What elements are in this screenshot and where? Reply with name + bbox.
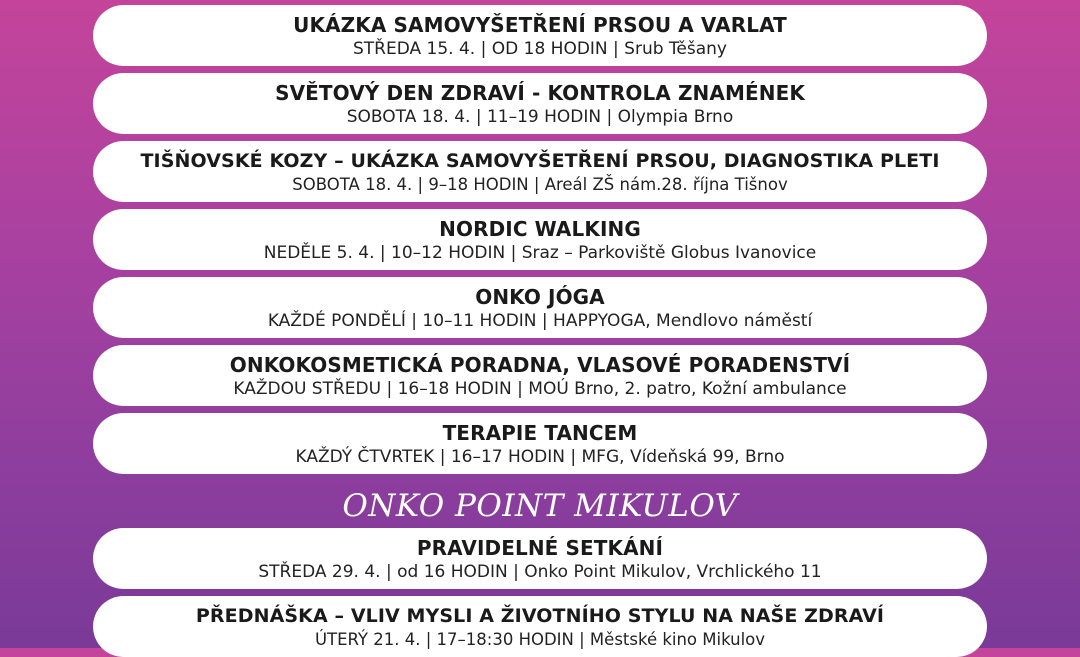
section-heading-onko-point-mikulov: ONKO POINT MIKULOV: [342, 488, 738, 524]
event-details: ÚTERÝ 21. 4. | 17–18:30 HODIN | Městské kino Mikulov: [314, 630, 766, 649]
event-title: PŘEDNÁŠKA – VLIV MYSLI A ŽIVOTNÍHO STYLU NA NAŠE ZDRAVÍ: [195, 605, 885, 627]
event-card-onko-joga: [93, 277, 987, 338]
event-details: KAŽDÝ ČTVRTEK | 16–17 HODIN | MFG, Vídeňská 99, Brno: [295, 447, 785, 467]
event-card-onkokosmeticka-poradna: [93, 345, 987, 406]
event-card-pravidelne-setkani: [93, 528, 987, 589]
event-card-nordic-walking: [93, 209, 987, 270]
event-details: KAŽDÉ PONDĚLÍ | 10–11 HODIN | HAPPYOGA, Mendlovo náměstí: [267, 311, 813, 331]
event-card-tisnovske-kozy: [93, 141, 987, 202]
event-card-terapie-tancem: [93, 413, 987, 474]
event-title: PRAVIDELNÉ SETKÁNÍ: [416, 536, 664, 560]
event-card-samovysetreni: [93, 5, 987, 66]
event-details: NEDĚLE 5. 4. | 10–12 HODIN | Sraz – Parkoviště Globus Ivanovice: [263, 243, 817, 263]
event-title: TIŠŇOVSKÉ KOZY – UKÁZKA SAMOVYŠETŘENÍ PRSOU, DIAGNOSTIKA PLETI: [140, 150, 940, 172]
event-details: STŘEDA 15. 4. | OD 18 HODIN | Srub Těšany: [353, 39, 727, 59]
event-title: ONKOKOSMETICKÁ PORADNA, VLASOVÉ PORADENSTVÍ: [229, 353, 851, 377]
event-details: SOBOTA 18. 4. | 11–19 HODIN | Olympia Brno: [346, 107, 734, 127]
event-title: NORDIC WALKING: [439, 217, 641, 241]
event-title: TERAPIE TANCEM: [442, 421, 638, 445]
event-title: ONKO JÓGA: [475, 285, 605, 309]
event-card-den-zdravi: [93, 73, 987, 134]
event-details: SOBOTA 18. 4. | 9–18 HODIN | Areál ZŠ nám.28. října Tišnov: [292, 175, 788, 194]
event-details: KAŽDOU STŘEDU | 16–18 HODIN | MOÚ Brno, 2. patro, Kožní ambulance: [233, 379, 847, 399]
event-title: SVĚTOVÝ DEN ZDRAVÍ - KONTROLA ZNAMÉNEK: [275, 81, 805, 105]
event-details: STŘEDA 29. 4. | od 16 HODIN | Onko Point Mikulov, Vrchlického 11: [258, 562, 822, 582]
event-title: UKÁZKA SAMOVYŠETŘENÍ PRSOU A VARLAT: [293, 13, 787, 37]
